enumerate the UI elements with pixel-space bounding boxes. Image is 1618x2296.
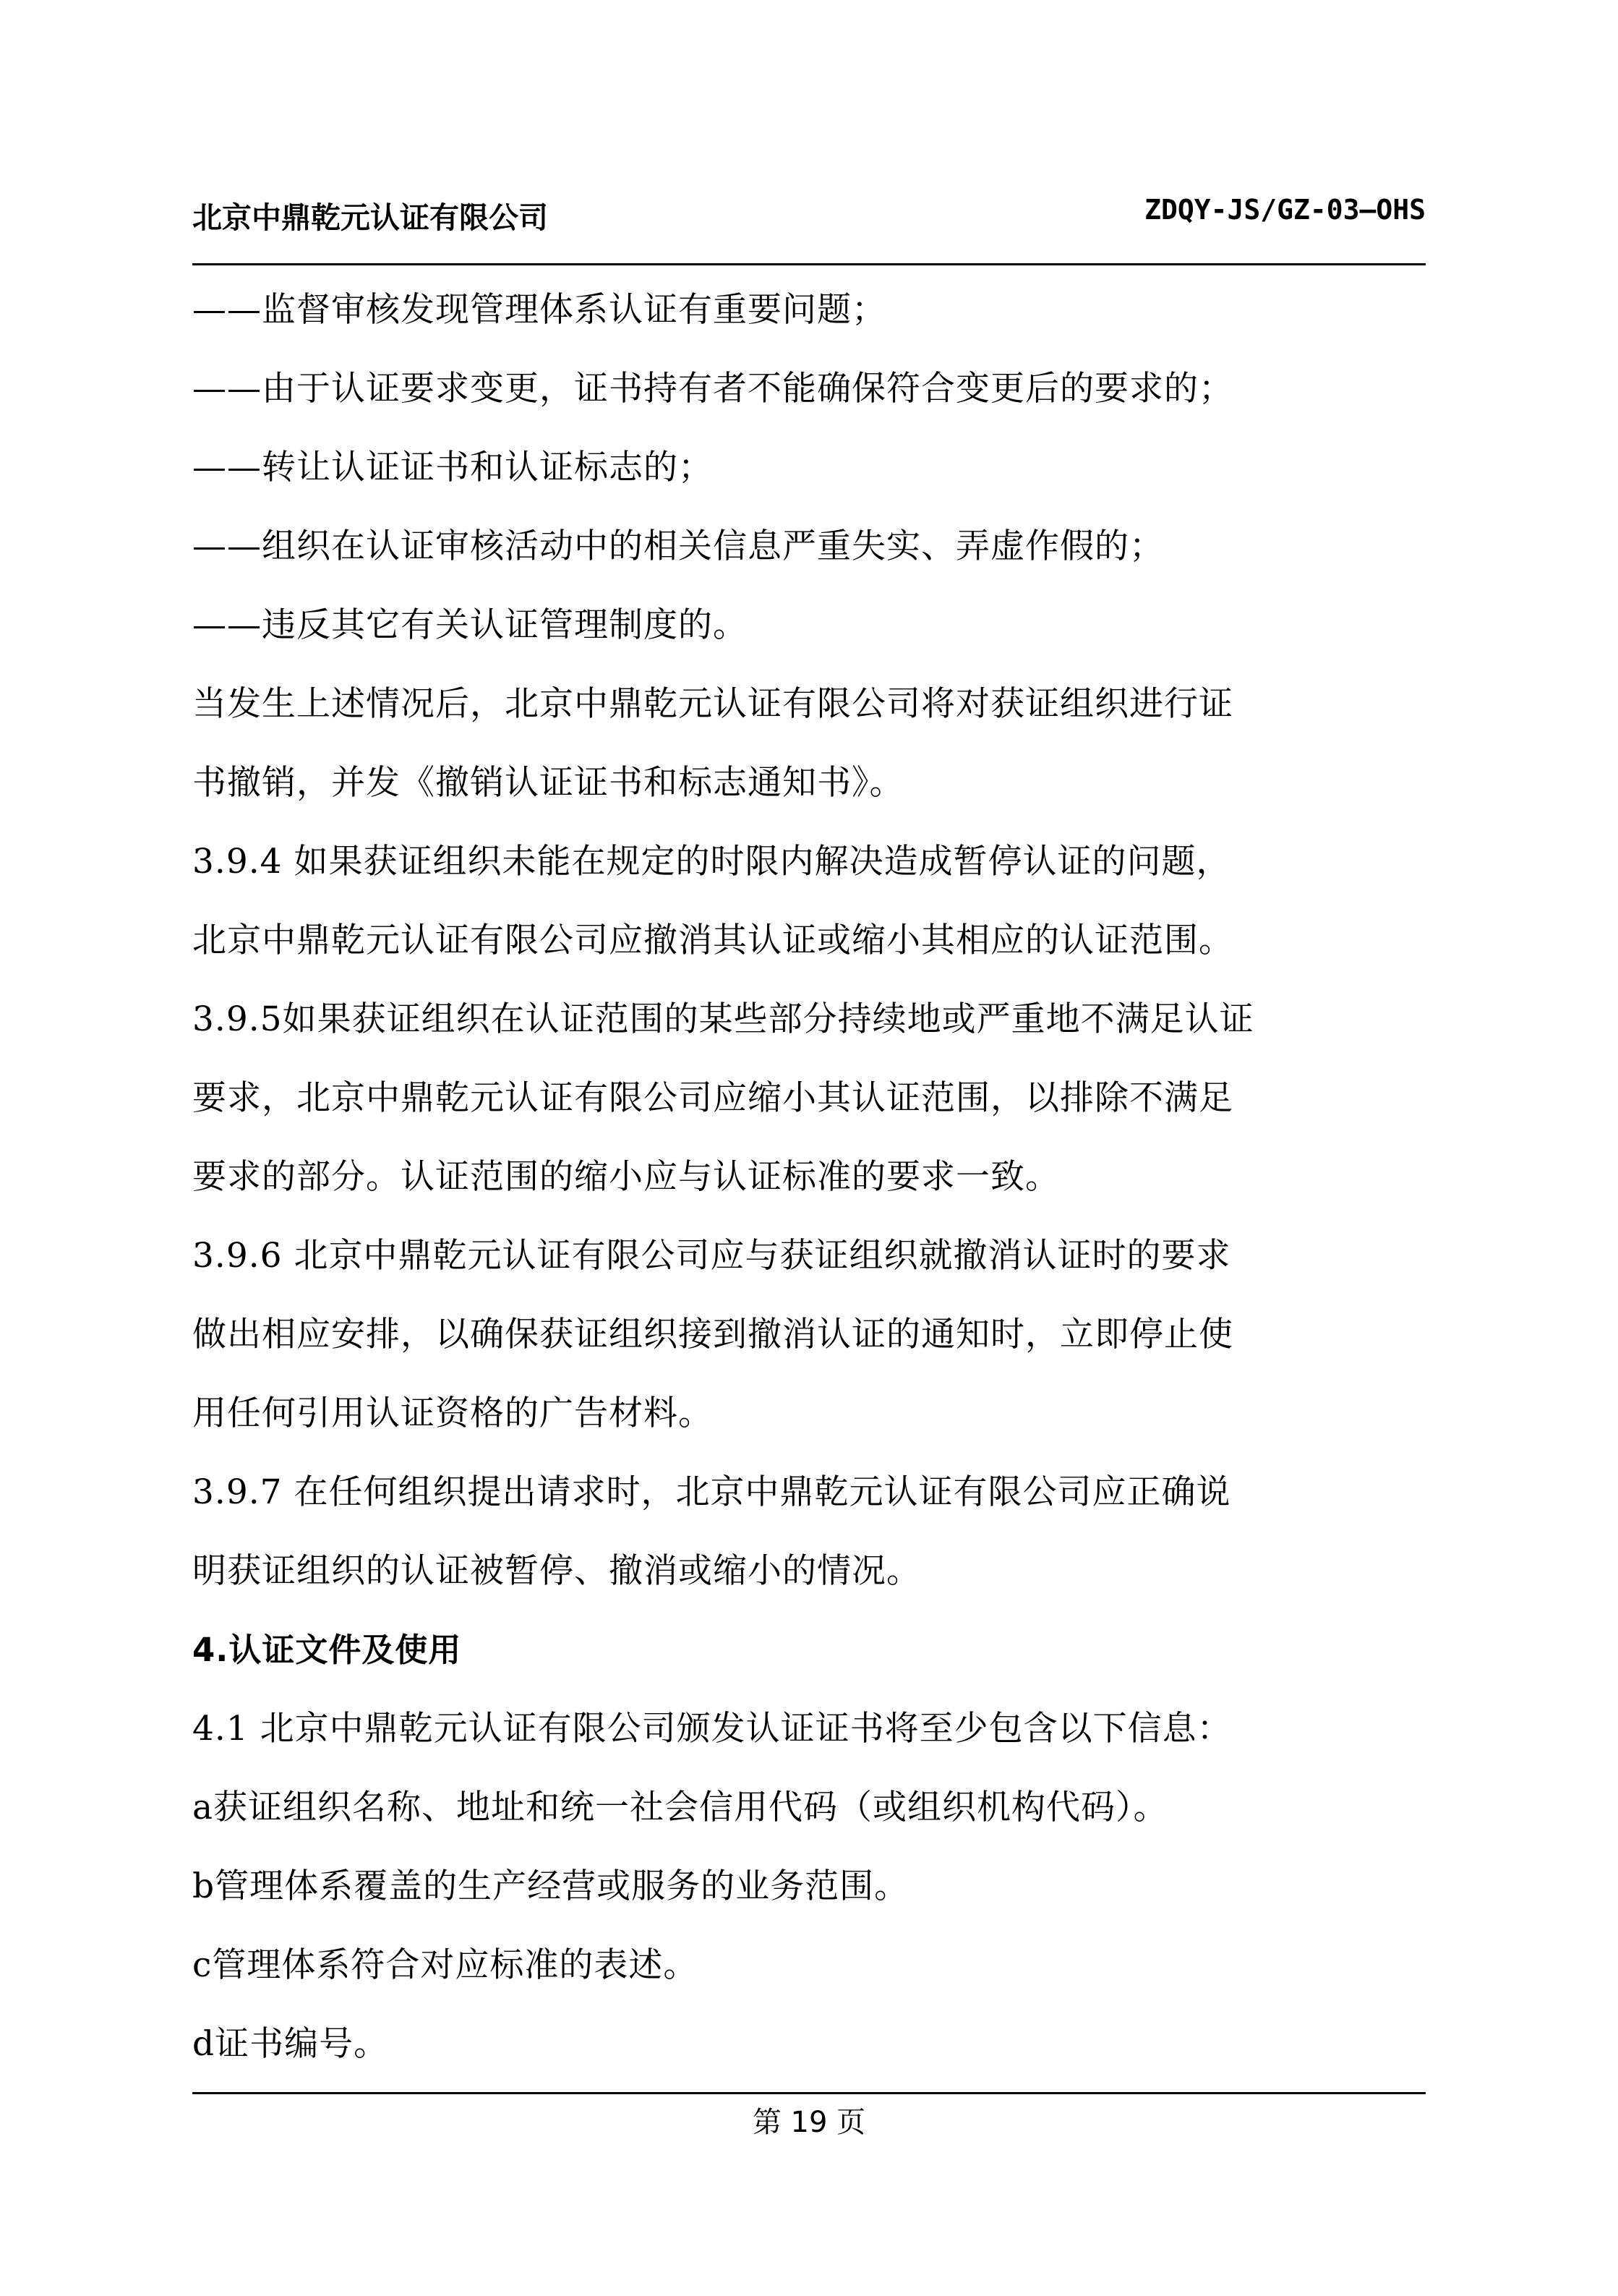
- body-line: 3.9.7 在任何组织提出请求时，北京中鼎乾元认证有限公司应正确说: [192, 1472, 1231, 1512]
- document-body: [192, 270, 1426, 2083]
- header-divider: [192, 263, 1426, 265]
- footer-divider: [192, 2092, 1426, 2094]
- body-line: ——由于认证要求变更，证书持有者不能确保符合变更后的要求的；: [192, 369, 1233, 409]
- body-line: 书撤销，并发《撤销认证证书和标志通知书》。: [192, 763, 904, 803]
- body-line: 3.9.5如果获证组织在认证范围的某些部分持续地或严重地不满足认证: [192, 999, 1254, 1039]
- body-line: a获证组织名称、地址和统一社会信用代码（或组织机构代码）。: [192, 1788, 1168, 1827]
- body-line: 做出相应安排，以确保获证组织接到撤消认证的通知时，立即停止使: [192, 1315, 1233, 1354]
- document-code: ZDQY-JS/GZ-03—OHS: [1144, 194, 1426, 226]
- body-line: 北京中鼎乾元认证有限公司应撤消其认证或缩小其相应的认证范围。: [192, 921, 1233, 960]
- body-line: ——监督审核发现管理体系认证有重要问题；: [192, 290, 886, 330]
- body-line: 3.9.4 如果获证组织未能在规定的时限内解决造成暂停认证的问题，: [192, 842, 1231, 882]
- body-line: d证书编号。: [192, 2024, 389, 2064]
- body-line: 4.1 北京中鼎乾元认证有限公司颁发认证证书将至少包含以下信息：: [192, 1709, 1232, 1749]
- body-line: b管理体系覆盖的生产经营或服务的业务范围。: [192, 1866, 909, 1906]
- body-line: ——转让认证证书和认证标志的；: [192, 448, 713, 487]
- section-heading: 4.认证文件及使用: [192, 1631, 462, 1669]
- body-line: c管理体系符合对应标准的表述。: [192, 1945, 698, 1985]
- body-line: 明获证组织的认证被暂停、撤消或缩小的情况。: [192, 1551, 921, 1591]
- body-line: 要求，北京中鼎乾元认证有限公司应缩小其认证范围，以排除不满足: [192, 1078, 1233, 1118]
- body-line: 3.9.6 北京中鼎乾元认证有限公司应与获证组织就撤消认证时的要求: [192, 1236, 1231, 1276]
- body-line: 要求的部分。认证范围的缩小应与认证标准的要求一致。: [192, 1157, 1060, 1197]
- company-name: 北京中鼎乾元认证有限公司: [192, 200, 548, 235]
- body-line: ——组织在认证审核活动中的相关信息严重失实、弄虚作假的；: [192, 526, 1164, 566]
- page-number: 19: [790, 2106, 828, 2139]
- page-footer: [192, 2101, 1426, 2144]
- page-header: [192, 194, 1426, 237]
- page-suffix: 页: [836, 2106, 866, 2139]
- body-line: 当发生上述情况后，北京中鼎乾元认证有限公司将对获证组织进行证: [192, 684, 1233, 724]
- body-line: 用任何引用认证资格的广告材料。: [192, 1394, 713, 1433]
- body-line: ——违反其它有关认证管理制度的。: [192, 605, 748, 645]
- page-prefix: 第: [752, 2106, 782, 2139]
